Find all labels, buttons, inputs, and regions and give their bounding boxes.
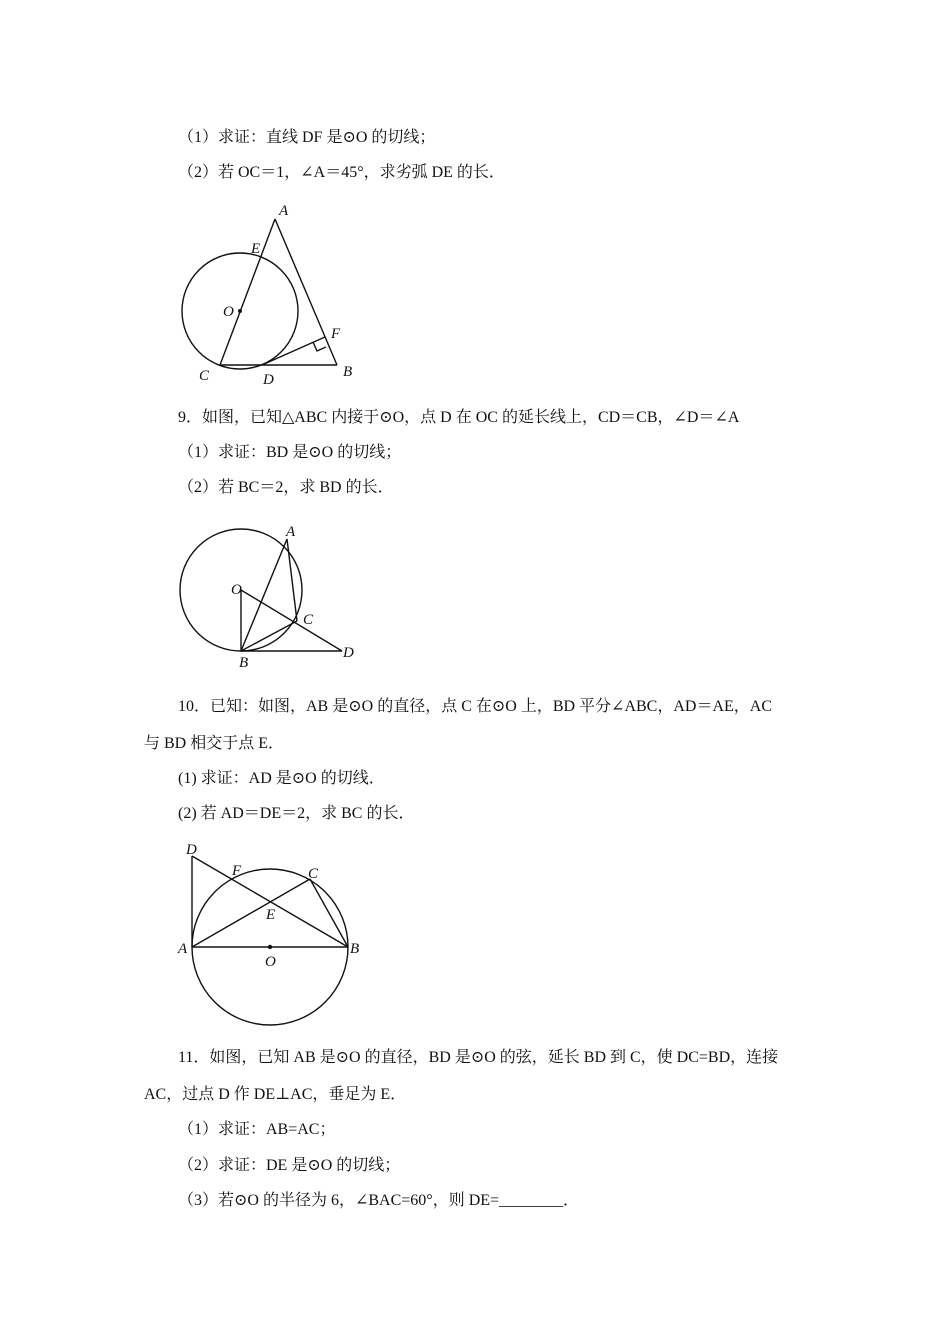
q10-label-b: B	[350, 941, 360, 957]
q10-stem-line1: 10．已知：如图，AB 是⊙O 的直径，点 C 在⊙O 上，BD 平分∠ABC，AD＝AE，AC	[178, 698, 773, 715]
q11-sub3: （3）若⊙O 的半径为 6，∠BAC=60°，则 DE=________．	[178, 1192, 580, 1209]
q8-label-o: O	[223, 304, 234, 320]
q8-line-ac	[220, 219, 275, 365]
q8-label-c: C	[199, 368, 210, 384]
q10-stem-line2: 与 BD 相交于点 E．	[144, 735, 285, 752]
q11-stem-line1: 11．如图，已知 AB 是⊙O 的直径，BD 是⊙O 的弦，延长 BD 到 C，使 DC=BD，连接	[178, 1049, 779, 1066]
q9-line-ac	[287, 539, 297, 621]
q10-label-e: E	[266, 907, 276, 923]
q9-label-c: C	[303, 612, 314, 628]
q8-right-angle	[313, 342, 326, 351]
q10-label-a: A	[178, 941, 188, 957]
q8-figure	[175, 200, 365, 390]
q8-label-d: D	[263, 372, 274, 388]
q9-label-a: A	[286, 524, 296, 540]
q8-label-e: E	[251, 241, 261, 257]
q10-label-d: D	[186, 842, 197, 858]
q10-center-dot	[268, 945, 272, 949]
q8-sub1: （1）求证：直线 DF 是⊙O 的切线；	[178, 129, 436, 146]
q10-line-cb	[310, 879, 348, 947]
q9-line-od	[241, 590, 342, 651]
q11-sub2: （2）求证：DE 是⊙O 的切线；	[178, 1157, 401, 1174]
q8-label-f: F	[331, 326, 341, 342]
q11-stem-line2: AC，过点 D 作 DE⊥AC，垂足为 E．	[144, 1086, 407, 1103]
q8-label-b: B	[343, 364, 353, 380]
q9-line-ba	[241, 539, 287, 651]
q9-label-o: O	[231, 582, 242, 598]
q10-sub1: (1) 求证：AD 是⊙O 的切线．	[178, 770, 385, 787]
q8-sub2: （2）若 OC＝1，∠A＝45°，求劣弧 DE 的长．	[178, 164, 505, 181]
q9-label-b: B	[239, 655, 249, 671]
q11-sub1: （1）求证：AB=AC；	[178, 1121, 336, 1138]
q10-label-f: F	[232, 863, 242, 879]
q10-figure	[170, 838, 370, 1033]
q9-line-bc	[241, 621, 297, 651]
q8-line-ab	[275, 219, 337, 365]
q10-line-ac	[192, 879, 310, 947]
q10-label-c: C	[308, 866, 319, 882]
q9-label-d: D	[343, 645, 354, 661]
q9-sub1: （1）求证：BD 是⊙O 的切线；	[178, 444, 402, 461]
q10-sub2: (2) 若 AD＝DE＝2，求 BC 的长．	[178, 805, 415, 822]
q9-sub2: （2）若 BC＝2，求 BD 的长．	[178, 479, 394, 496]
q8-label-a: A	[279, 203, 289, 219]
q8-center-dot	[238, 309, 242, 313]
q8-line-df	[262, 337, 325, 365]
q9-figure	[175, 518, 365, 673]
q9-stem: 9．如图，已知△ABC 内接于⊙O，点 D 在 OC 的延长线上，CD＝CB，∠D＝∠A	[178, 409, 740, 426]
q10-label-o: O	[265, 954, 276, 970]
